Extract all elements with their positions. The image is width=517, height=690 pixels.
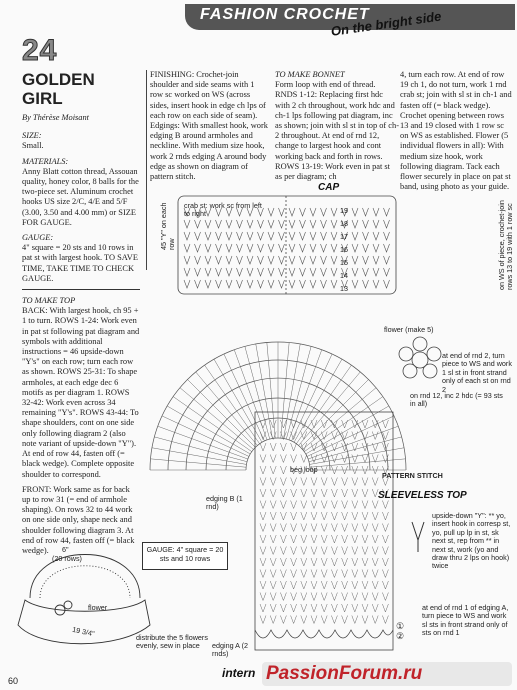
distribute-label: distribute the 5 flowers evenly, sew in place (136, 633, 208, 651)
byline: By Thérèse Moisant (22, 113, 89, 122)
circle-2-label: ② (396, 631, 405, 641)
beg-loop-label: beg loop (290, 465, 318, 474)
materials-text: Anny Blatt cotton thread, Assouan quality, honey color, 8 balls for the two-piece set. Aluminum crochet hooks US size 2/C, 4/E and 5/F (3.00, 3.50 and 4.00 mm) or SIZE FOR GAUGE. (22, 166, 139, 227)
gauge-box: GAUGE: 4" square = 20 sts and 10 rows (142, 542, 228, 570)
edging-b-label: edging B (1 rnd) (206, 494, 243, 512)
pattern-title-2: GIRL (22, 89, 63, 108)
cap-row-label: 16 (340, 245, 348, 254)
rnd12-label: on rnd 12, inc 2 hdc (= 93 sts in all) (410, 391, 503, 409)
cap-row-label: 17 (340, 232, 348, 241)
rnd1-label: at end of rnd 1 of edging A, turn piece to WS and work sl sts in front strand only of sts on rnd 1 (422, 603, 509, 638)
make-top-heading: TO MAKE TOP (22, 296, 76, 306)
edging-a-label: edging A (2 rnds) (212, 641, 248, 659)
gauge-heading: GAUGE: (22, 233, 54, 243)
pattern-stitch-label: PATTERN STITCH (382, 471, 443, 480)
front-text: FRONT: Work same as for back up to row 31 (= end of armhole shaping). On rows 32 to 44 work on one side only, shape neck and shoulder following diagram 3. At end of row 44, fasten off (= black wedge). (22, 484, 135, 555)
y-symbol-icon (412, 522, 424, 552)
hat-width-label: 19 3/4" (71, 624, 96, 639)
crab-label: crab st: work sc from left to right (184, 201, 262, 219)
y-label: 45 "Y" on each row (159, 202, 177, 250)
header-title: FASHION CROCHET (200, 6, 370, 23)
hat-size-label: 6" (62, 545, 69, 554)
upside-down-label: upside-down "Y": ** yo, insert hook in corresp st, yo, pull up lp in st, sk next st, rep from ** in next st, work (yo and draw thru 2 lps on hook) twice (432, 511, 511, 571)
watermark: PassionForum.ru (262, 662, 512, 686)
hat-rows-label: (20 rows) (52, 554, 82, 563)
materials-heading: MATERIALS: (22, 156, 69, 166)
flower-label: flower (make 5) (384, 325, 434, 334)
cap-row-label: 13 (340, 284, 348, 293)
gauge-text: 4" square = 20 sts and 10 rows in pat st with largest hook. TO SAVE TIME, TAKE TIME TO CHECK GAUGE. (22, 243, 138, 283)
header-subtitle: On the bright side (330, 8, 443, 39)
make-top-text: BACK: With largest hook, ch 95 + 1 to turn. ROWS 1-24: Work even in pat st following pat diagram and symbols with additional instructions = 46 upside-down "Y's" on each row; turn each row as shown. ROWS 25-31: To shape armholes, at each edge dec 6 motifs as per diagram 1. ROWS 32-42: Work even across 34 remaining "Y's". ROWS 43-44: To shape shoulders, cont on one side only following diagram 2 (also note variant of upside-down "Y"). At end of row 44, fasten off (= black wedge). Complete opposite shoulder to correspond. (22, 306, 140, 479)
intern-label: intern (222, 666, 256, 680)
bonnet-heading: TO MAKE BONNET (275, 70, 345, 79)
pattern-number: 24 (22, 34, 58, 67)
hat-flower-label: flower (88, 603, 108, 612)
cap-label: CAP (318, 182, 340, 193)
cap-row-label: 18 (340, 219, 348, 228)
page-number: 60 (8, 676, 19, 686)
col4-text: 4, turn each row. At end of row 19 ch 1, do not turn, work 1 rnd crab st; join with sl st in ch-1 and fasten off (= black wedge). Crochet opening between rows 13 and 19 closed with 1 row sc on WS as established. Flower (5 individual flowers in all): With medium size hook, work following diagram. Tack each flower securely in place on pat st band, using photo as your guide. (400, 70, 512, 192)
cap-row-label: 14 (340, 271, 348, 280)
flower-diagram (399, 337, 441, 378)
bonnet-text: Form loop with end of thread. RNDS 1-12: Replacing first hdc with 2 ch throughout, work hdc and ch-1 lps following pat diagram, inc as shown; join with sl st in top of ch-2 throughout. At end of rnd 12, change to largest hook and cont working back and forth in rows. ROWS 13-19: Work even in pat st as per diagram; ch (275, 80, 399, 182)
cap-row-label: 19 (340, 206, 348, 215)
sleeveless-top-label: SLEEVELESS TOP (378, 490, 467, 501)
pattern-title-1: GOLDEN (22, 70, 95, 89)
size-heading: SIZE: (22, 131, 42, 141)
size-value: Small. (22, 141, 44, 151)
circle-1-label: ① (396, 621, 405, 631)
ws-label: on WS of piece, crochet-join rows 13 to 19 with 1 row sc (497, 200, 515, 290)
cap-row-label: 15 (340, 258, 348, 267)
finishing-text: FINISHING: Crochet-join shoulder and side seams with 1 row sc worked on WS (across sides, insert hook in edge ch lps of each row on each side of seam). Edgings: With smallest hook, work edging B around armholes and neckline. With medium size hook, work 2 rnds edging A around body edge as shown on diagram of pattern stitch. (150, 70, 268, 182)
rnd2-label: at end of rnd 2, turn piece to WS and work 1 sl st in front strand only of each st on rnd 2 (442, 351, 512, 394)
